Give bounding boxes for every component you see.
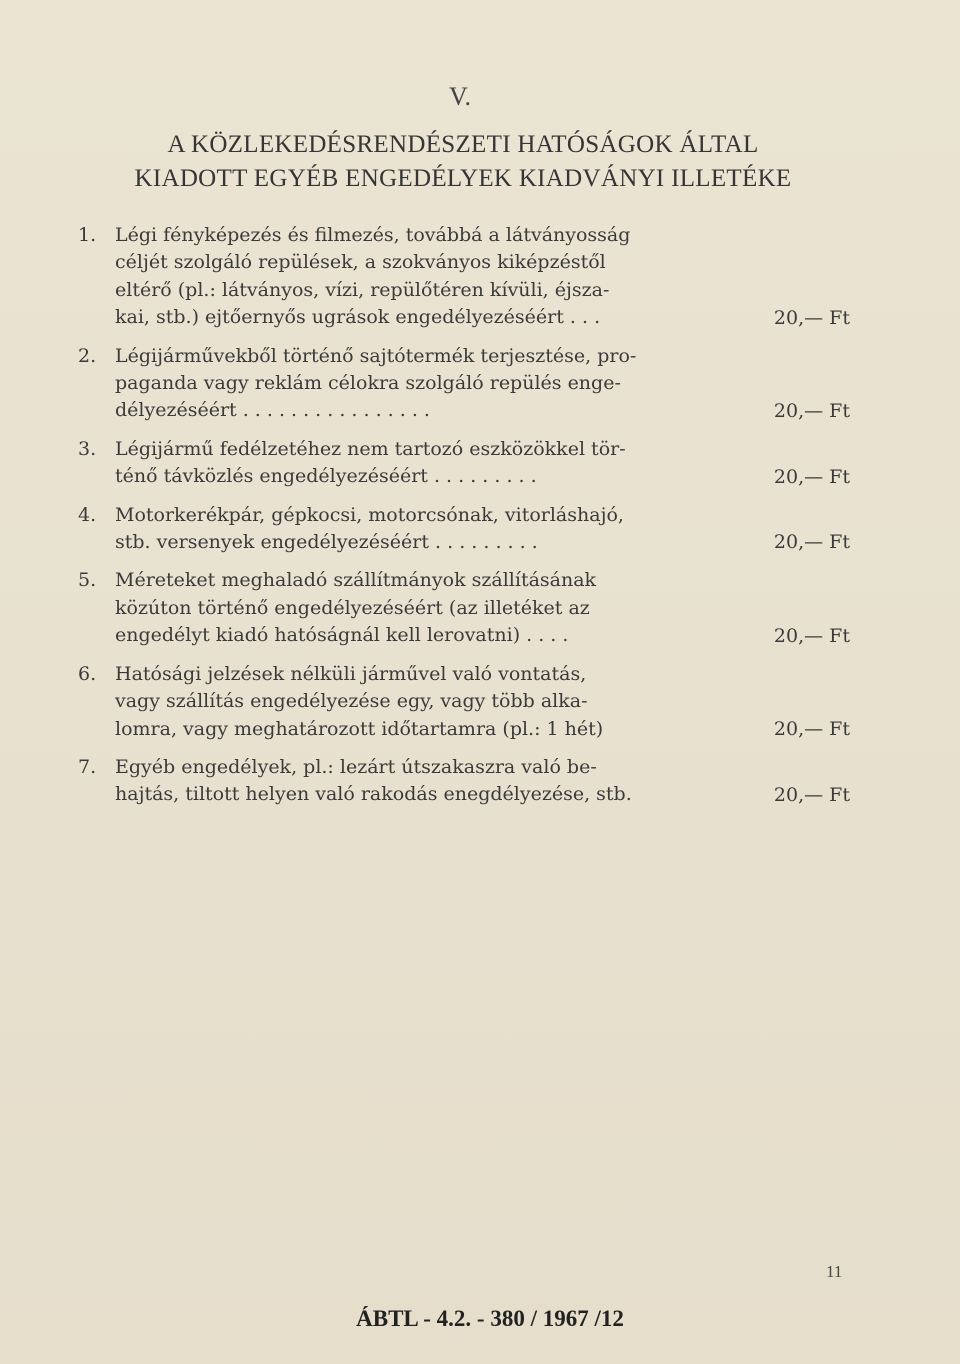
item-description: [115, 222, 711, 332]
item-text-line: Légijármű fedélzetéhez nem tartozó eszközökkel tör-: [115, 437, 626, 460]
chapter-number: V.: [449, 82, 471, 111]
item-text-line: céljét szolgáló repülések, a szokványos kiképzéstől: [115, 251, 606, 274]
item-description: [115, 436, 711, 491]
item-text-line: stb. versenyek engedélyezéséért . . . . . . . . .: [115, 531, 538, 554]
item-text-line: Hatósági jelzések nélküli járművel való vontatás,: [115, 662, 587, 685]
item-text-line: kai, stb.) ejtőernyős ugrások engedélyezéséért . . .: [115, 306, 601, 329]
item-number: 4.: [78, 503, 97, 526]
fee-item-4: [78, 502, 850, 557]
fee-item-6: [78, 661, 850, 743]
fee-item-1: [78, 222, 850, 332]
archive-reference: ÁBTL - 4.2. - 380 / 1967 /12: [356, 1306, 624, 1331]
item-number: 2.: [78, 344, 97, 367]
item-number: 7.: [78, 755, 97, 778]
fee-item-2: [78, 343, 850, 425]
item-fee: 20,— Ft: [773, 306, 850, 329]
item-text-line: eltérő (pl.: látványos, vízi, repülőtéren kívüli, éjsza-: [115, 278, 610, 301]
item-fee: 20,— Ft: [773, 783, 850, 806]
item-number: 6.: [78, 662, 97, 685]
item-number: 1.: [78, 224, 97, 246]
item-text-line: Méreteket meghaladó szállítmányok szállításának: [115, 569, 597, 592]
item-text-line: Egyéb engedélyek, pl.: lezárt útszakaszra való be-: [115, 755, 597, 778]
fee-list: [78, 222, 850, 820]
fee-item-7: [78, 754, 850, 809]
item-text-line: hajtás, tiltott helyen való rakodás enegdélyezése, stb.: [115, 783, 632, 806]
item-text-line: paganda vagy reklám célokra szolgáló repülés enge-: [115, 372, 621, 395]
fee-item-3: [78, 436, 850, 491]
item-fee: 20,— Ft: [773, 531, 850, 554]
item-fee: 20,— Ft: [773, 717, 850, 740]
item-text-line: Légijárművekből történő sajtótermék terjesztése, pro-: [115, 344, 637, 367]
item-fee: 20,— Ft: [773, 465, 850, 488]
item-description: [115, 754, 711, 809]
item-description: [115, 661, 711, 743]
item-text-line: ténő távközlés engedélyezéséért . . . . . . . . .: [115, 465, 537, 488]
item-text-line: Motorkerékpár, gépkocsi, motorcsónak, vitorláshajó,: [115, 503, 624, 526]
document-title: [78, 128, 848, 196]
item-text-line: engedélyt kiadó hatóságnál kell lerovatni) . . . .: [115, 624, 569, 647]
item-fee: 20,— Ft: [773, 399, 850, 422]
item-text-line: lomra, vagy meghatározott időtartamra (pl.: 1 hét): [115, 717, 604, 740]
item-fee: 20,— Ft: [773, 624, 850, 647]
item-text-line: délyezéséért . . . . . . . . . . . . . . . .: [115, 399, 430, 422]
item-text-line: vagy szállítás engedélyezése egy, vagy több alka-: [115, 690, 588, 713]
title-line-2: KIADOTT EGYÉB ENGEDÉLYEK KIADVÁNYI ILLETÉKE: [134, 165, 792, 192]
item-description: [115, 567, 711, 649]
item-number: 3.: [78, 437, 97, 460]
item-text-line: közúton történő engedélyezéséért (az illetéket az: [115, 596, 590, 619]
fee-item-5: [78, 567, 850, 649]
item-text-line: Légi fényképezés és filmezés, továbbá a látványosság: [115, 224, 631, 246]
title-line-1: A KÖZLEKEDÉSRENDÉSZETI HATÓSÁGOK ÁLTAL: [167, 131, 759, 158]
item-number: 5.: [78, 569, 97, 592]
item-description: [115, 343, 711, 425]
item-description: [115, 502, 711, 557]
page-number: 11: [826, 1262, 843, 1281]
